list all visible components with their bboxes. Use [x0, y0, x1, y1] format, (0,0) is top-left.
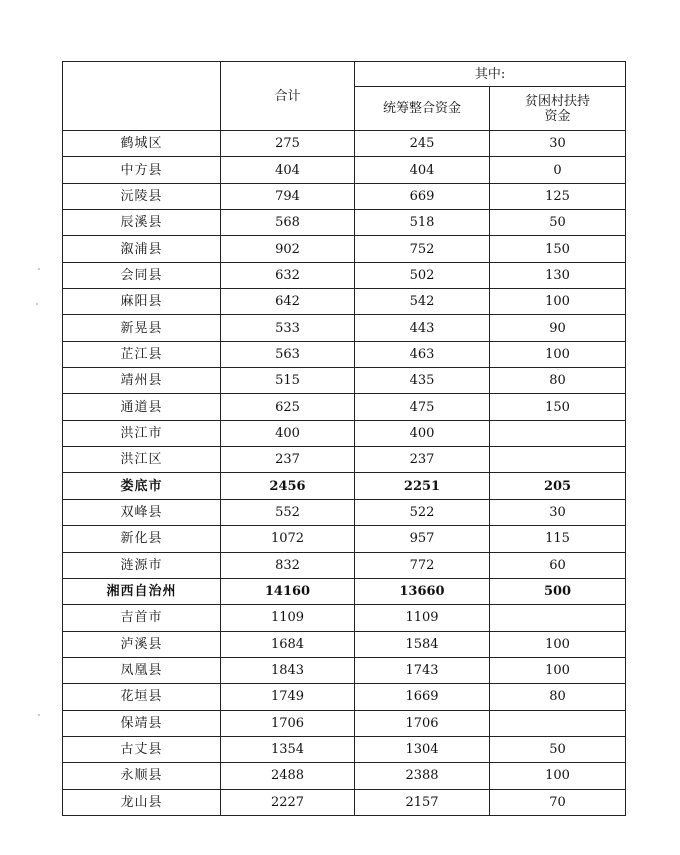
- table-row: [63, 684, 626, 710]
- poor-village-funds-value: 125: [490, 183, 626, 209]
- region-name: 会同县: [63, 262, 221, 288]
- integrated-funds-value: 13660: [355, 578, 490, 604]
- table-row: [63, 236, 626, 262]
- table-row: [63, 473, 626, 499]
- poor-village-funds-value: 30: [490, 499, 626, 525]
- region-name: 辰溪县: [63, 210, 221, 236]
- poor-village-funds-value: 30: [490, 131, 626, 157]
- integrated-funds-value: 669: [355, 183, 490, 209]
- header-poor-village-funds: [490, 87, 626, 131]
- poor-village-funds-value: 80: [490, 684, 626, 710]
- integrated-funds-value: 400: [355, 420, 490, 446]
- region-name: 鹤城区: [63, 131, 221, 157]
- integrated-funds-value: 463: [355, 341, 490, 367]
- total-value: 275: [221, 131, 355, 157]
- header-row-1: [63, 62, 626, 87]
- header-poor-village-line1: 贫困村扶持: [525, 93, 591, 109]
- poor-village-funds-value: 100: [490, 631, 626, 657]
- region-name: 凤凰县: [63, 657, 221, 683]
- total-value: 832: [221, 552, 355, 578]
- table-row: [63, 657, 626, 683]
- total-value: 632: [221, 262, 355, 288]
- poor-village-funds-value: 100: [490, 341, 626, 367]
- integrated-funds-value: 1743: [355, 657, 490, 683]
- integrated-funds-value: 2251: [355, 473, 490, 499]
- integrated-funds-value: 2157: [355, 789, 490, 815]
- integrated-funds-value: 1304: [355, 736, 490, 762]
- poor-village-funds-value: 0: [490, 157, 626, 183]
- total-value: 404: [221, 157, 355, 183]
- table-row: [63, 447, 626, 473]
- total-value: 2227: [221, 789, 355, 815]
- region-name: 吉首市: [63, 605, 221, 631]
- table-row: [63, 262, 626, 288]
- table-row: [63, 499, 626, 525]
- region-name: 涟源市: [63, 552, 221, 578]
- total-value: 1354: [221, 736, 355, 762]
- integrated-funds-value: 1584: [355, 631, 490, 657]
- region-name: 新化县: [63, 526, 221, 552]
- scan-speck: [38, 714, 40, 716]
- poor-village-funds-value: [490, 447, 626, 473]
- region-name: 靖州县: [63, 368, 221, 394]
- integrated-funds-value: 237: [355, 447, 490, 473]
- total-value: 1072: [221, 526, 355, 552]
- poor-village-funds-value: 500: [490, 578, 626, 604]
- region-name: 娄底市: [63, 473, 221, 499]
- poor-village-funds-value: 100: [490, 657, 626, 683]
- total-value: 2456: [221, 473, 355, 499]
- header-region-cell: [63, 62, 221, 131]
- integrated-funds-value: 752: [355, 236, 490, 262]
- region-name: 新晃县: [63, 315, 221, 341]
- table-row: [63, 420, 626, 446]
- integrated-funds-value: 957: [355, 526, 490, 552]
- total-value: 2488: [221, 763, 355, 789]
- table-row: [63, 526, 626, 552]
- table-row: [63, 736, 626, 762]
- total-value: 552: [221, 499, 355, 525]
- table-row: [63, 341, 626, 367]
- region-name: 泸溪县: [63, 631, 221, 657]
- integrated-funds-value: 518: [355, 210, 490, 236]
- header-of-which: 其中:: [355, 62, 626, 87]
- poor-village-funds-value: [490, 710, 626, 736]
- table-row: [63, 131, 626, 157]
- total-value: 1749: [221, 684, 355, 710]
- table-row: [63, 394, 626, 420]
- table-row: [63, 183, 626, 209]
- total-value: 1109: [221, 605, 355, 631]
- poor-village-funds-value: [490, 420, 626, 446]
- region-name: 沅陵县: [63, 183, 221, 209]
- table-row: [63, 210, 626, 236]
- total-value: 515: [221, 368, 355, 394]
- total-value: 642: [221, 289, 355, 315]
- table-row: [63, 763, 626, 789]
- region-name: 古丈县: [63, 736, 221, 762]
- region-name: 溆浦县: [63, 236, 221, 262]
- scan-speck: [36, 303, 38, 305]
- region-name: 湘西自治州: [63, 578, 221, 604]
- table-row: [63, 289, 626, 315]
- integrated-funds-value: 522: [355, 499, 490, 525]
- total-value: 400: [221, 420, 355, 446]
- integrated-funds-value: 1706: [355, 710, 490, 736]
- table-row: [63, 368, 626, 394]
- region-name: 花垣县: [63, 684, 221, 710]
- total-value: 1684: [221, 631, 355, 657]
- total-value: 1706: [221, 710, 355, 736]
- integrated-funds-value: 502: [355, 262, 490, 288]
- fund-allocation-table: [62, 61, 626, 816]
- integrated-funds-value: 2388: [355, 763, 490, 789]
- integrated-funds-value: 542: [355, 289, 490, 315]
- region-name: 芷江县: [63, 341, 221, 367]
- poor-village-funds-value: 150: [490, 394, 626, 420]
- poor-village-funds-value: 150: [490, 236, 626, 262]
- total-value: 563: [221, 341, 355, 367]
- table-row: [63, 605, 626, 631]
- poor-village-funds-value: 70: [490, 789, 626, 815]
- poor-village-funds-value: 60: [490, 552, 626, 578]
- header-total: 合计: [221, 62, 355, 131]
- region-name: 保靖县: [63, 710, 221, 736]
- table-row: [63, 552, 626, 578]
- poor-village-funds-value: 100: [490, 763, 626, 789]
- total-value: 533: [221, 315, 355, 341]
- scan-speck: [38, 268, 40, 270]
- poor-village-funds-value: 50: [490, 736, 626, 762]
- integrated-funds-value: 443: [355, 315, 490, 341]
- table-row: [63, 789, 626, 815]
- table-row: [63, 710, 626, 736]
- poor-village-funds-value: 50: [490, 210, 626, 236]
- total-value: 625: [221, 394, 355, 420]
- region-name: 洪江区: [63, 447, 221, 473]
- table-row: [63, 315, 626, 341]
- region-name: 龙山县: [63, 789, 221, 815]
- poor-village-funds-value: 205: [490, 473, 626, 499]
- total-value: 237: [221, 447, 355, 473]
- header-integrated-funds: 统筹整合资金: [355, 87, 490, 131]
- integrated-funds-value: 1669: [355, 684, 490, 710]
- integrated-funds-value: 435: [355, 368, 490, 394]
- poor-village-funds-value: [490, 605, 626, 631]
- region-name: 麻阳县: [63, 289, 221, 315]
- total-value: 568: [221, 210, 355, 236]
- region-name: 中方县: [63, 157, 221, 183]
- total-value: 1843: [221, 657, 355, 683]
- poor-village-funds-value: 80: [490, 368, 626, 394]
- poor-village-funds-value: 100: [490, 289, 626, 315]
- poor-village-funds-value: 115: [490, 526, 626, 552]
- region-name: 通道县: [63, 394, 221, 420]
- region-name: 永顺县: [63, 763, 221, 789]
- total-value: 14160: [221, 578, 355, 604]
- integrated-funds-value: 404: [355, 157, 490, 183]
- header-poor-village-line2: 资金: [544, 108, 571, 124]
- integrated-funds-value: 772: [355, 552, 490, 578]
- total-value: 902: [221, 236, 355, 262]
- table-row: [63, 157, 626, 183]
- region-name: 双峰县: [63, 499, 221, 525]
- integrated-funds-value: 475: [355, 394, 490, 420]
- total-value: 794: [221, 183, 355, 209]
- region-name: 洪江市: [63, 420, 221, 446]
- integrated-funds-value: 1109: [355, 605, 490, 631]
- table-row: [63, 578, 626, 604]
- poor-village-funds-value: 90: [490, 315, 626, 341]
- poor-village-funds-value: 130: [490, 262, 626, 288]
- integrated-funds-value: 245: [355, 131, 490, 157]
- table-row: [63, 631, 626, 657]
